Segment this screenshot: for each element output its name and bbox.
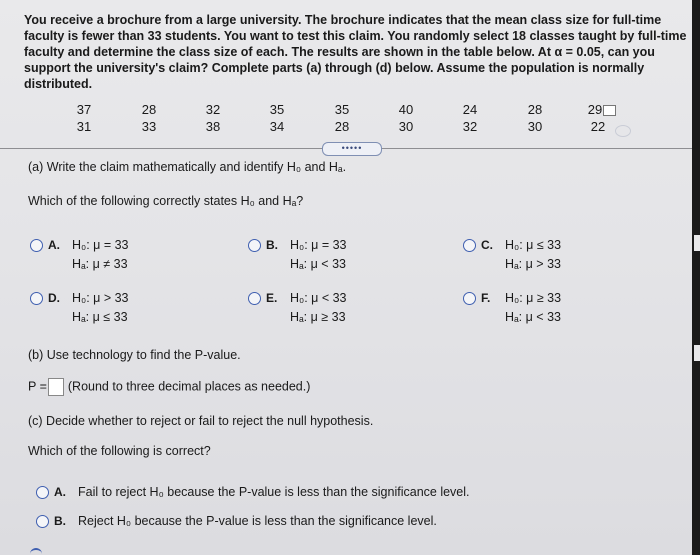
p-value-row bbox=[28, 378, 310, 396]
option-f[interactable] bbox=[463, 291, 643, 327]
part-c-prompt: (c) Decide whether to reject or fail to reject the null hypothesis. bbox=[28, 414, 374, 428]
radio-icon[interactable] bbox=[36, 515, 49, 528]
option-letter: E. bbox=[266, 291, 278, 305]
option-e[interactable] bbox=[248, 291, 428, 327]
partial-radio-icon bbox=[30, 548, 42, 554]
problem-line: You receive a brochure from a large university. The brochure indicates that the mean class size for full-time bbox=[24, 13, 662, 27]
option-letter: C. bbox=[481, 238, 493, 252]
radio-icon[interactable] bbox=[36, 486, 49, 499]
null-hypothesis: H₀: μ > 33 bbox=[72, 291, 129, 305]
table-cell-value: 29 bbox=[587, 102, 603, 117]
table-cell: 30 bbox=[527, 119, 543, 134]
null-hypothesis: H₀: μ < 33 bbox=[290, 291, 347, 305]
option-letter: F. bbox=[481, 291, 491, 305]
option-letter: D. bbox=[48, 291, 60, 305]
table-cell: 31 bbox=[76, 119, 92, 134]
radio-icon[interactable] bbox=[463, 292, 476, 305]
p-value-input[interactable] bbox=[48, 378, 64, 396]
option-d[interactable] bbox=[30, 291, 210, 327]
radio-icon[interactable] bbox=[30, 239, 43, 252]
decision-option-b[interactable] bbox=[36, 514, 496, 530]
option-letter: B. bbox=[266, 238, 278, 252]
null-hypothesis: H₀: μ = 33 bbox=[290, 238, 347, 252]
rounding-hint: (Round to three decimal places as needed.) bbox=[67, 379, 311, 394]
p-value-label: P = bbox=[28, 379, 47, 394]
option-text: Fail to reject H₀ because the P-value is less than the significance level. bbox=[78, 485, 470, 499]
option-a[interactable] bbox=[30, 238, 210, 274]
table-cell: 38 bbox=[205, 119, 221, 134]
option-c[interactable] bbox=[463, 238, 643, 274]
scroll-marker bbox=[694, 345, 700, 361]
null-hypothesis: H₀: μ ≥ 33 bbox=[505, 291, 562, 305]
problem-line: distributed. bbox=[24, 77, 93, 91]
table-cell: 35 bbox=[334, 102, 350, 117]
table-cell: 28 bbox=[334, 119, 350, 134]
problem-line: faculty and determine the class size of each. The results are shown in the table below. At α = 0.05, can you bbox=[24, 45, 655, 59]
table-cell: 40 bbox=[398, 102, 414, 117]
class-size-table bbox=[58, 102, 648, 136]
problem-line: support the university's claim? Complete parts (a) through (d) below. Assume the population is normally bbox=[24, 61, 645, 75]
option-letter: B. bbox=[54, 514, 66, 528]
table-cell: 33 bbox=[141, 119, 157, 134]
alt-hypothesis: Hₐ: μ ≠ 33 bbox=[72, 257, 128, 271]
copy-data-icon[interactable] bbox=[603, 105, 616, 116]
expand-more-button[interactable]: ••••• bbox=[322, 142, 382, 156]
radio-icon[interactable] bbox=[463, 239, 476, 252]
null-hypothesis: H₀: μ = 33 bbox=[72, 238, 129, 252]
alt-hypothesis: Hₐ: μ ≥ 33 bbox=[290, 310, 346, 324]
cursor-highlight bbox=[615, 125, 631, 137]
option-letter: A. bbox=[48, 238, 60, 252]
scroll-marker bbox=[694, 235, 700, 251]
option-letter: A. bbox=[54, 485, 66, 499]
option-b[interactable] bbox=[248, 238, 428, 274]
table-cell: 32 bbox=[205, 102, 221, 117]
table-cell: 37 bbox=[76, 102, 92, 117]
part-b-prompt: (b) Use technology to find the P-value. bbox=[28, 348, 241, 362]
part-a-prompt: (a) Write the claim mathematically and identify H₀ and Hₐ. bbox=[28, 160, 347, 174]
table-cell: 24 bbox=[462, 102, 478, 117]
null-hypothesis: H₀: μ ≤ 33 bbox=[505, 238, 562, 252]
radio-icon[interactable] bbox=[248, 239, 261, 252]
table-cell: 28 bbox=[141, 102, 157, 117]
table-cell: 32 bbox=[462, 119, 478, 134]
table-cell: 35 bbox=[269, 102, 285, 117]
alt-hypothesis: Hₐ: μ < 33 bbox=[505, 310, 561, 324]
table-cell-with-copy bbox=[582, 102, 622, 117]
part-c-question: Which of the following is correct? bbox=[28, 444, 211, 458]
problem-statement bbox=[24, 12, 687, 92]
radio-icon[interactable] bbox=[248, 292, 261, 305]
alt-hypothesis: Hₐ: μ > 33 bbox=[505, 257, 561, 271]
alt-hypothesis: Hₐ: μ ≤ 33 bbox=[72, 310, 128, 324]
radio-icon[interactable] bbox=[30, 292, 43, 305]
table-cell: 30 bbox=[398, 119, 414, 134]
scrollbar[interactable] bbox=[692, 0, 700, 555]
option-text: Reject H₀ because the P-value is less than the significance level. bbox=[78, 514, 437, 528]
problem-line: faculty is fewer than 33 students. You want to test this claim. You randomly select 18 classes taught by full-time bbox=[24, 29, 687, 43]
table-cell: 22 bbox=[590, 119, 606, 134]
table-cell: 28 bbox=[527, 102, 543, 117]
part-a-question: Which of the following correctly states H₀ and Hₐ? bbox=[28, 194, 304, 208]
table-cell: 34 bbox=[269, 119, 285, 134]
alt-hypothesis: Hₐ: μ < 33 bbox=[290, 257, 346, 271]
decision-option-a[interactable] bbox=[36, 485, 496, 501]
